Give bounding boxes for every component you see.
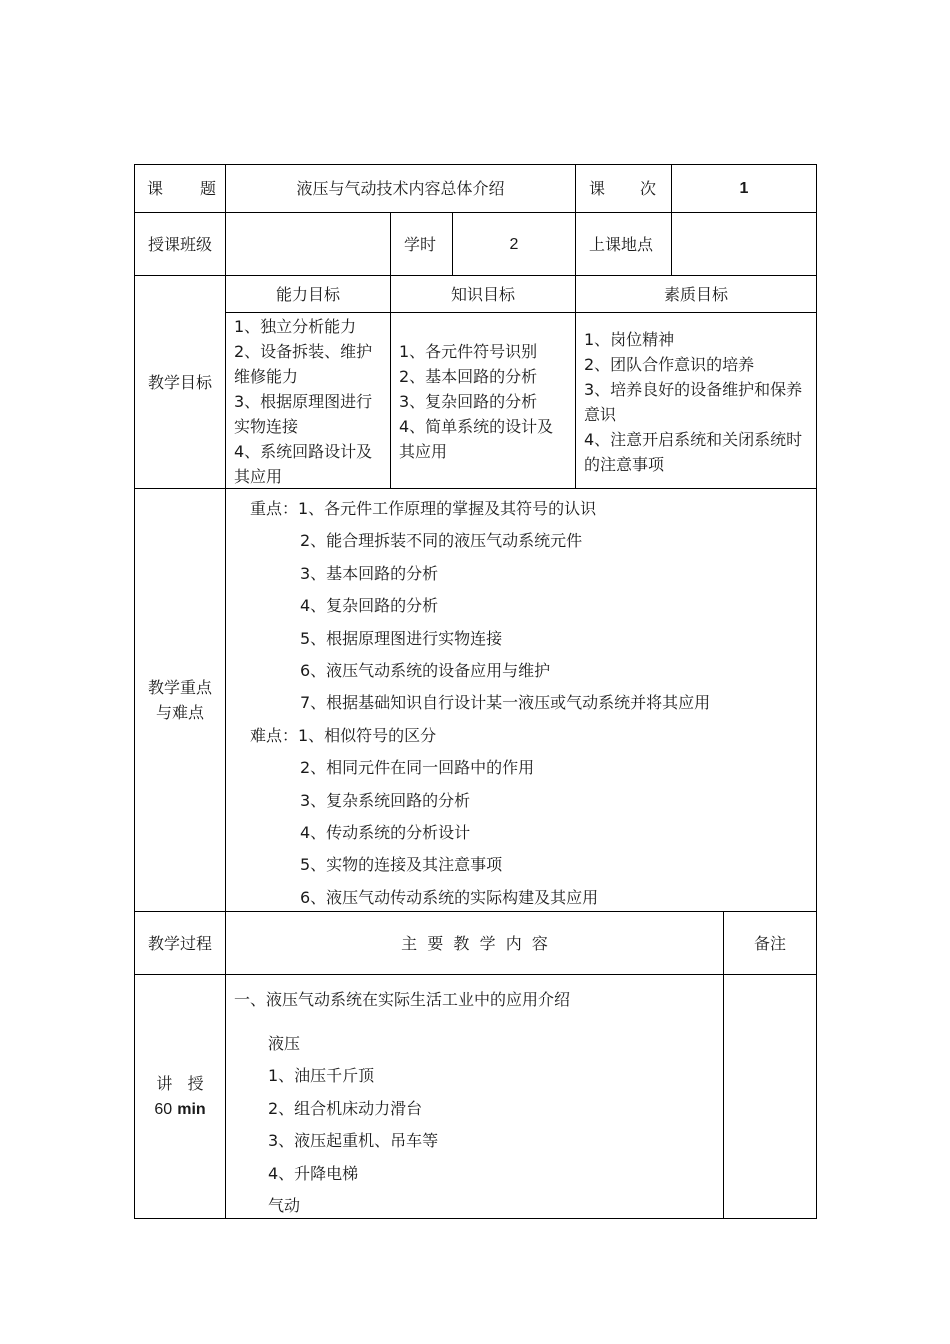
difficulty-line: 6、液压气动传动系统的实际构建及其应用	[300, 887, 599, 907]
lecture-line: 4、升降电梯	[268, 1163, 359, 1183]
lecture-label: 讲 授 60 min	[154, 1074, 206, 1118]
ability-list	[234, 314, 388, 489]
hours-value: 2	[509, 235, 519, 253]
difficulty-line: 5、实物的连接及其注意事项	[300, 855, 503, 875]
focus-line: 5、根据原理图进行实物连接	[300, 628, 503, 648]
knowledge-line: 2、基本回路的分析	[399, 367, 538, 386]
ability-line: 维修能力	[234, 367, 299, 386]
lecture-line: 1、油压千斤顶	[268, 1066, 375, 1086]
session-label: 课 次	[589, 179, 657, 198]
knowledge-line: 4、简单系统的设计及	[399, 417, 554, 436]
knowledge-line: 其应用	[399, 442, 448, 461]
location-label: 上课地点	[589, 235, 654, 254]
ability-line: 1、独立分析能力	[234, 317, 357, 336]
topic-label: 课 题	[147, 179, 217, 198]
lecture-line: 液压	[268, 1034, 301, 1053]
content-header: 主 要 教 学 内 容	[401, 933, 548, 953]
difficulty-line: 4、传动系统的分析设计	[300, 823, 471, 843]
quality-line: 4、注意开启系统和关闭系统时	[584, 430, 803, 449]
difficulty-line: 2、相同元件在同一回路中的作用	[300, 758, 535, 778]
focus-line: 3、基本回路的分析	[300, 563, 439, 583]
lecture-line: 2、组合机床动力滑台	[268, 1098, 423, 1118]
quality-header: 素质目标	[663, 284, 728, 304]
session-value: 1	[739, 180, 749, 197]
remarks-header: 备注	[753, 933, 786, 953]
quality-list	[584, 327, 814, 477]
quality-line: 1、岗位精神	[584, 330, 675, 349]
ability-line: 实物连接	[234, 417, 299, 436]
difficulty-line: 难点：1、相似符号的区分	[250, 725, 437, 745]
focus-list	[250, 493, 810, 914]
ability-line: 4、系统回路设计及	[234, 442, 373, 461]
difficulty-line: 3、复杂系统回路的分析	[300, 790, 471, 810]
focus-line: 4、复杂回路的分析	[300, 596, 439, 616]
key-points-label: 教学重点 与难点	[147, 678, 212, 722]
quality-line: 2、团队合作意识的培养	[584, 355, 755, 374]
knowledge-line: 1、各元件符号识别	[399, 342, 538, 361]
lecture-section-title: 一、液压气动系统在实际生活工业中的应用介绍	[234, 990, 571, 1009]
focus-line: 6、液压气动系统的设备应用与维护	[300, 661, 551, 681]
focus-line: 7、根据基础知识自行设计某一液压或气动系统并将其应用	[300, 693, 711, 713]
knowledge-header: 知识目标	[450, 284, 515, 304]
lecture-line: 气动	[268, 1196, 301, 1216]
location-value	[672, 213, 816, 275]
class-value	[226, 213, 390, 275]
ability-header: 能力目标	[275, 284, 340, 304]
process-label: 教学过程	[147, 933, 212, 953]
quality-line: 3、培养良好的设备维护和保养	[584, 380, 803, 399]
topic-value: 液压与气动技术内容总体介绍	[296, 179, 505, 198]
focus-line: 2、能合理拆装不同的液压气动系统元件	[300, 531, 583, 551]
knowledge-line: 3、复杂回路的分析	[399, 392, 538, 411]
class-label: 授课班级	[147, 234, 212, 254]
ability-line: 其应用	[234, 467, 283, 486]
hours-label: 学时	[404, 235, 437, 254]
quality-line: 意识	[584, 405, 617, 424]
ability-line: 3、根据原理图进行	[234, 392, 373, 411]
lecture-line: 3、液压起重机、吊车等	[268, 1131, 439, 1151]
objectives-label: 教学目标	[147, 372, 212, 392]
ability-line: 2、设备拆装、维护	[234, 342, 373, 361]
quality-line: 的注意事项	[584, 455, 665, 474]
knowledge-list	[399, 339, 573, 464]
lecture-list	[268, 1028, 708, 1222]
focus-line: 重点：1、各元件工作原理的掌握及其符号的认识	[250, 499, 597, 518]
